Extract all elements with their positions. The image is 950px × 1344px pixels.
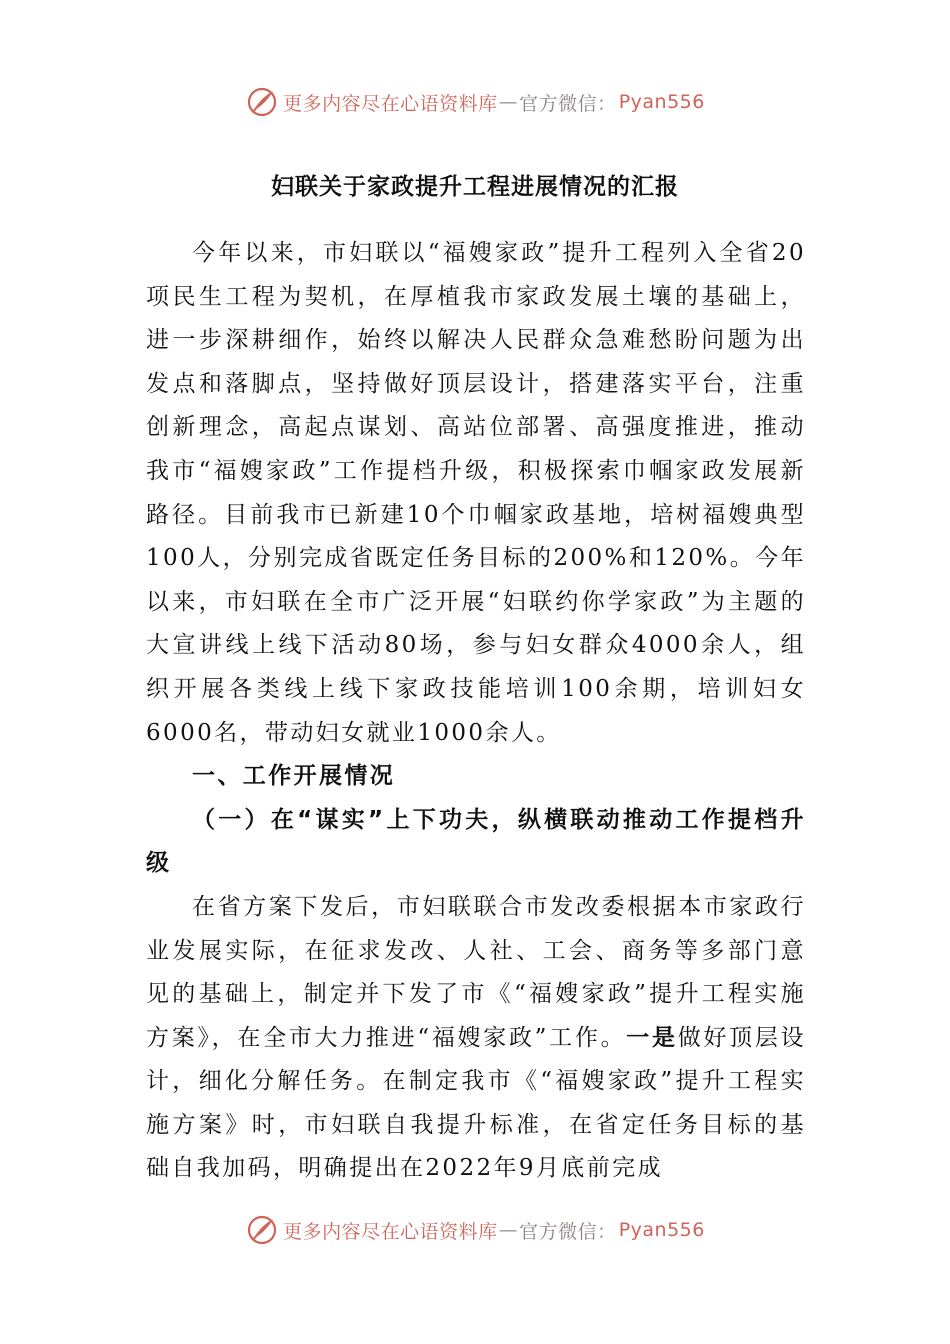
watermark-text: 更多内容尽在心语资料库 xyxy=(283,1220,498,1243)
document-title: 妇联关于家政提升工程进展情况的汇报 xyxy=(271,173,679,200)
watermark-header xyxy=(0,80,950,124)
intro-paragraph: 今年以来，市妇联以“福嫂家政”提升工程列入全省20项民生工程为契机，在厚植我市家政发展土壤的基础上，进一步深耕细作，始终以解决人民群众急难愁盼问题为出发点和落脚点，坚持做好顶层设计，搭建落实平台，注重创新理念，高起点谋划、高站位部署、高强度推进，推动我市“福嫂家政”工作提档升级，积极探索巾帼家政发展新路径。目前我市已新建10个巾帼家政基地，培树福嫂典型100人，分别完成省既定任务目标的200%和120%。今年以来，市妇联在全市广泛开展“妇联约你学家政”为主题的大宣讲线上线下活动80场，参与妇女群众4000余人，组织开展各类线上线下家政技能培训100余期，培训妇女6000名，带动妇女就业1000余人。 xyxy=(146,240,806,746)
watermark-wechat-label: 官方微信： xyxy=(519,1220,617,1243)
paragraph-emphasis: 一是 xyxy=(626,1024,678,1051)
watermark-footer xyxy=(0,1208,950,1252)
watermark-dash: — xyxy=(498,1219,519,1241)
paragraph-text-before: 在省方案下发后，市妇联联合市发改委根据本市家政行业发展实际，在征求发改、人社、工会、商务等多部门意见的基础上，制定并下发了市《“福嫂家政”提升工程实施方案》，在全市大力推进“福嫂家政”工作。 xyxy=(146,893,806,1051)
watermark-text: 更多内容尽在心语资料库 xyxy=(283,92,498,115)
watermark-wechat-id: Pyan556 xyxy=(618,91,705,113)
quill-logo-icon xyxy=(245,1213,279,1247)
body-paragraph xyxy=(146,886,806,1191)
section-heading: 一、工作开展情况 xyxy=(192,763,396,790)
watermark-wechat-label: 官方微信： xyxy=(519,92,617,115)
document-body xyxy=(146,232,806,1191)
watermark-wechat-id: Pyan556 xyxy=(618,1219,705,1241)
watermark-dash: — xyxy=(498,91,519,113)
subsection-heading: （一）在“谋实”上下功夫，纵横联动推动工作提档升级 xyxy=(146,806,806,877)
quill-logo-icon xyxy=(245,85,279,119)
paragraph-text-after: 做好顶层设计，细化分解任务。在制定我市《“福嫂家政”提升工程实施方案》时，市妇联自我提升标准，在省定任务目标的基础自我加码，明确提出在2022年9月底前完成 xyxy=(146,1024,806,1182)
